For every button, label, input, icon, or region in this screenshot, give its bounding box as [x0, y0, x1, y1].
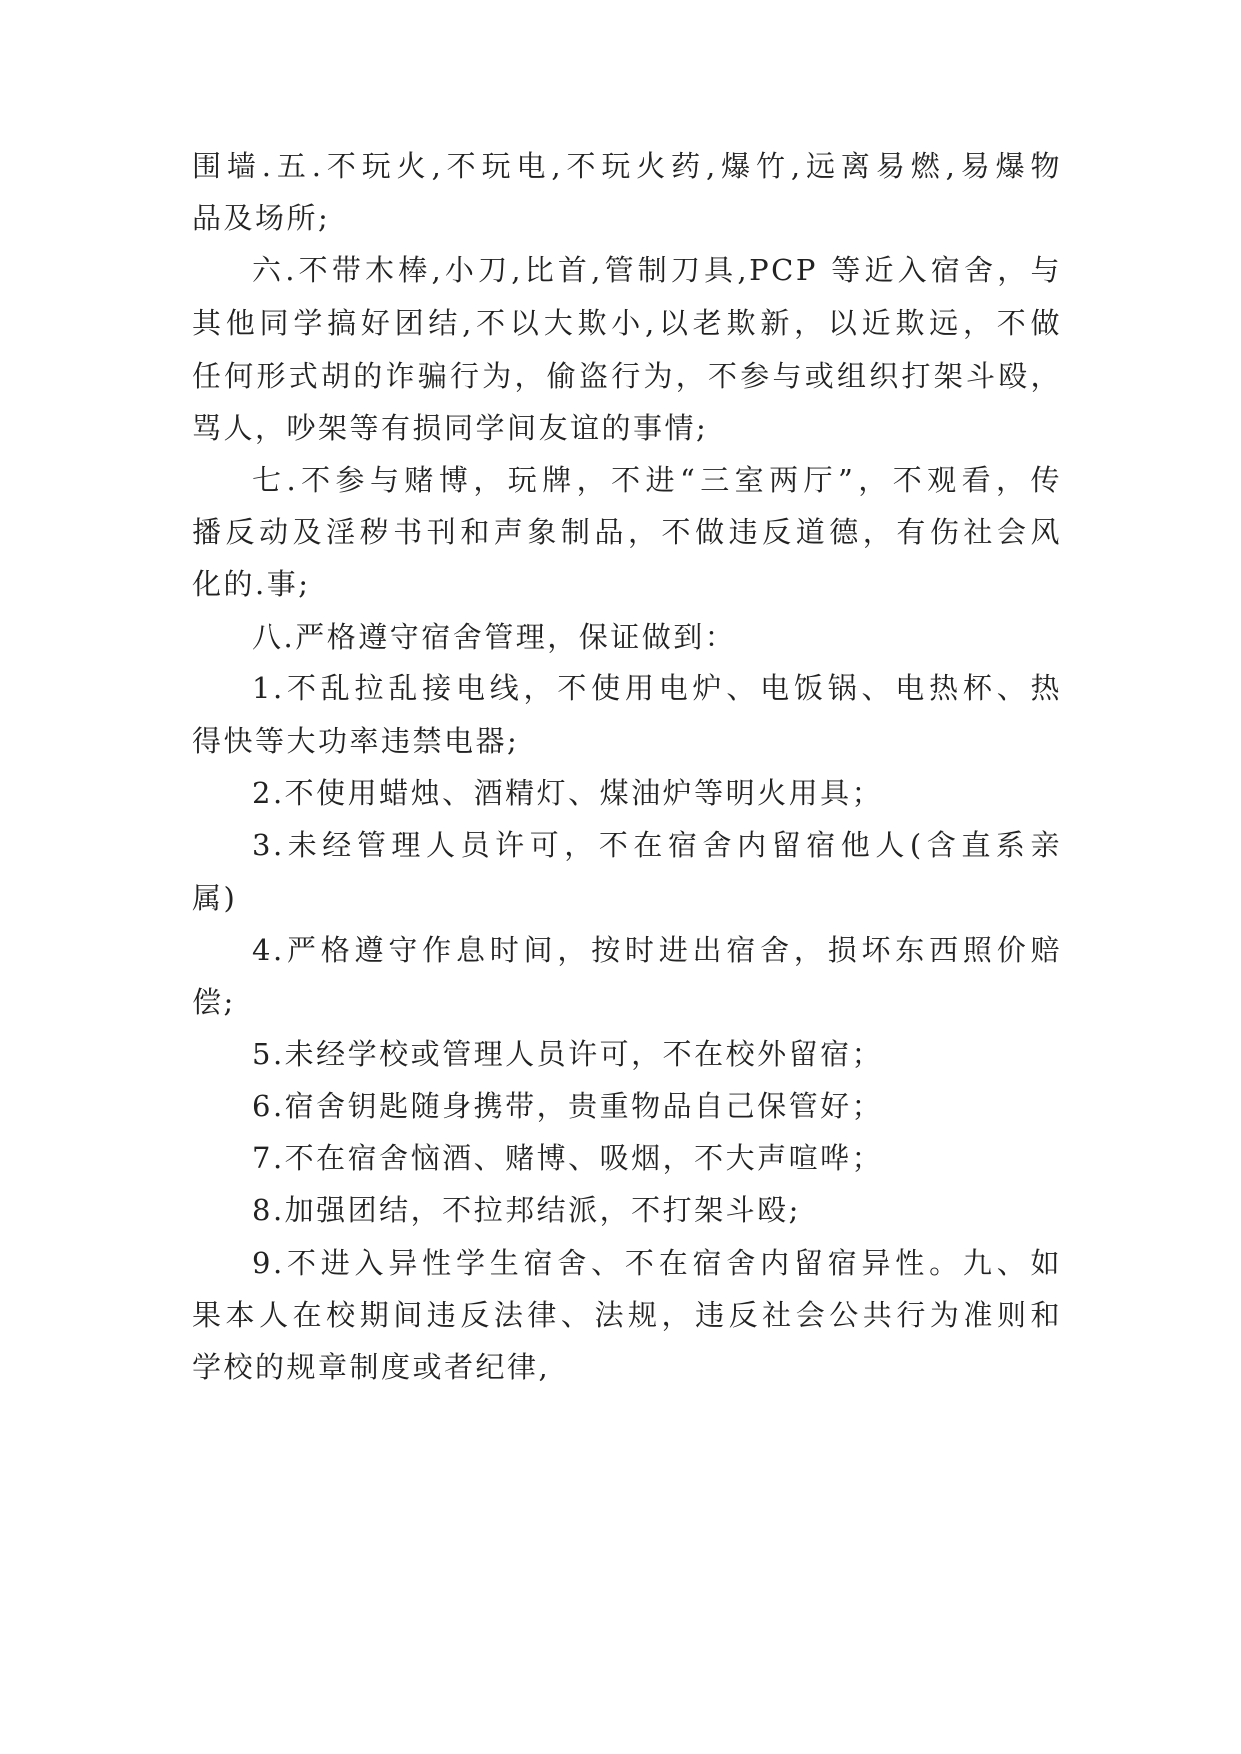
text-line: 品及场所; [192, 201, 331, 235]
text-line: 化的.事; [192, 567, 311, 601]
text-line: 6.宿舍钥匙随身携带，贵重物品自己保管好； [252, 1089, 884, 1123]
text-line: 七.不参与赌博，玩牌，不进“三室两厅”，不观看，传 [252, 463, 1062, 497]
text-line: 5.未经学校或管理人员许可，不在校外留宿； [252, 1037, 884, 1071]
text-line: 八.严格遵守宿舍管理，保证做到： [252, 620, 737, 654]
text-line: 学校的规章制度或者纪律, [192, 1350, 551, 1384]
text-line: 3.未经管理人员许可，不在宿舍内留宿他人(含直系亲 [252, 828, 1062, 862]
text-line: 9.不进入异性学生宿舍、不在宿舍内留宿异性。九、如 [252, 1246, 1062, 1280]
text-line: 得快等大功率违禁电器; [192, 724, 520, 758]
text-line: 2.不使用蜡烛、酒精灯、煤油炉等明火用具； [252, 776, 884, 810]
text-line: 4.严格遵守作息时间，按时进出宿舍，损坏东西照价赔 [252, 933, 1062, 967]
text-line: 果本人在校期间违反法律、法规，违反社会公共行为准则和 [192, 1298, 1062, 1332]
text-line: 骂人，吵架等有损同学间友谊的事情; [192, 411, 709, 445]
text-line: 1.不乱拉乱接电线，不使用电炉、电饭锅、电热杯、热 [252, 671, 1062, 705]
text-line: 围墙.五.不玩火,不玩电,不玩火药,爆竹,远离易燃,易爆物 [192, 149, 1062, 183]
text-line: 8.加强团结，不拉邦结派，不打架斗殴; [252, 1193, 801, 1227]
text-line: 任何形式胡的诈骗行为，偷盗行为，不参与或组织打架斗殴， [192, 359, 1062, 393]
text-line: 播反动及淫秽书刊和声象制品，不做违反道德，有伤社会风 [192, 515, 1062, 549]
text-line: 六.不带木棒,小刀,比首,管制刀具,PCP 等近入宿舍，与 [252, 253, 1062, 287]
text-line: 属) [192, 881, 238, 915]
text-line: 7.不在宿舍恼酒、赌博、吸烟，不大声喧哗； [252, 1141, 884, 1175]
text-line: 偿; [192, 985, 236, 1019]
text-line: 其他同学搞好团结,不以大欺小,以老欺新，以近欺远，不做 [192, 306, 1062, 340]
